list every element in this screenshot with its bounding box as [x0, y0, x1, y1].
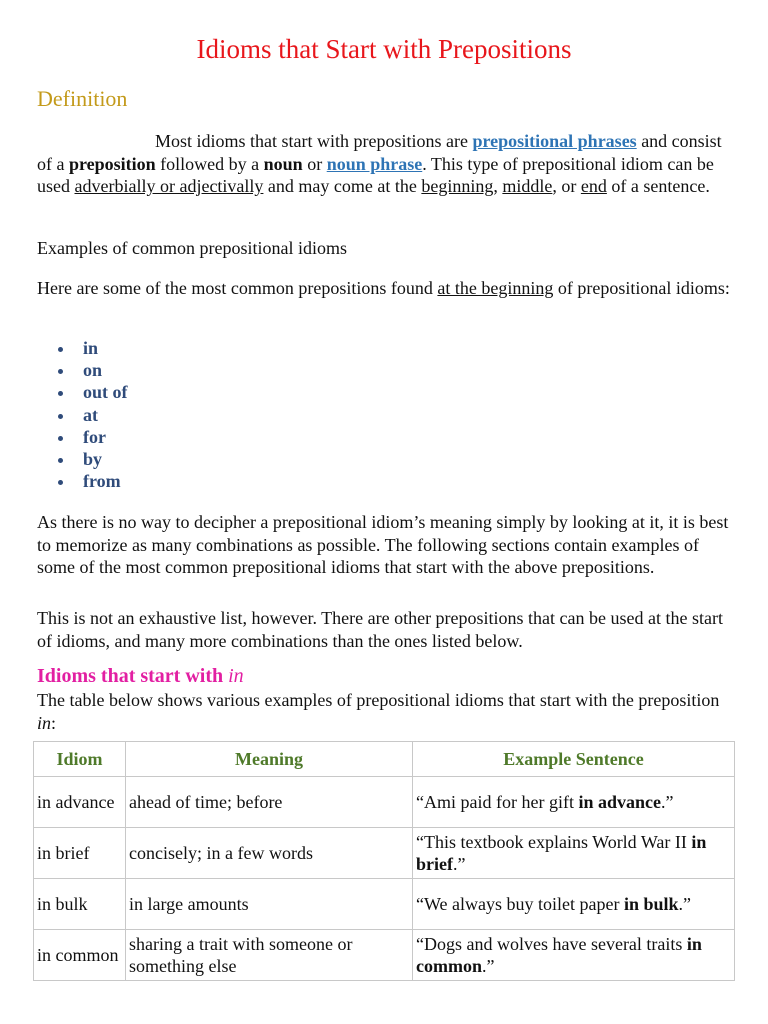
text: “Dogs and wolves have several traits — [416, 934, 687, 954]
underlined-text: end — [580, 176, 607, 196]
text: Most idioms that start with prepositions are — [155, 131, 473, 151]
table-row — [34, 777, 735, 828]
table-intro-paragraph — [37, 689, 737, 734]
text: of prepositional idioms: — [553, 278, 730, 298]
column-header-idiom: Idiom — [34, 742, 126, 777]
text: of a sentence. — [606, 176, 710, 196]
list-item — [55, 359, 128, 381]
table-header-row — [34, 742, 735, 777]
prepositional-phrases-link[interactable]: prepositional phrases — [472, 131, 637, 151]
list-item — [55, 426, 128, 448]
list-item — [55, 381, 128, 403]
underlined-text: beginning — [421, 176, 494, 196]
list-item-label: out of — [83, 382, 128, 403]
text: followed by a — [155, 153, 264, 174]
list-item — [55, 404, 128, 426]
column-header-meaning: Meaning — [126, 742, 413, 777]
underlined-text: adverbially or adjectivally — [74, 176, 264, 196]
bold-noun: noun — [263, 153, 303, 174]
text: , or — [552, 176, 581, 196]
definition-paragraph — [37, 130, 737, 198]
bullet-icon — [58, 458, 63, 463]
underlined-text: middle — [502, 176, 553, 196]
examples-paragraph: Examples of common prepositional idioms — [37, 238, 347, 258]
text: : — [51, 712, 57, 733]
example-cell — [413, 777, 735, 828]
list-item — [55, 337, 128, 359]
italic-text: in — [37, 712, 52, 733]
meaning-cell: sharing a trait with someone or something else — [126, 930, 413, 981]
text: .” — [660, 792, 674, 812]
list-item-label: in — [83, 338, 99, 358]
text: Idioms that start with — [37, 665, 229, 687]
table-row — [34, 930, 735, 981]
bold-idiom: in bulk — [623, 894, 679, 914]
column-header-example: Example Sentence — [413, 742, 735, 777]
noun-phrase-link[interactable]: noun phrase — [326, 153, 423, 174]
text: “Ami paid for her gift — [416, 792, 579, 812]
common-prepositions-paragraph — [37, 277, 737, 300]
list-item-label: by — [83, 449, 103, 470]
table-row — [34, 879, 735, 930]
definition-heading: Definition — [37, 86, 128, 111]
italic-text: in — [228, 665, 244, 687]
list-item — [55, 448, 128, 470]
bullet-icon — [58, 414, 63, 419]
text: . This type of prepositional idiom can be used — [37, 153, 714, 196]
list-item — [55, 470, 128, 492]
text: The table below shows various examples of prepositional idioms that start with the preposition — [37, 690, 720, 710]
list-item-label: at — [83, 404, 98, 425]
bullet-icon — [58, 436, 63, 441]
list-item-label: on — [83, 360, 103, 381]
text: “This textbook explains World War II — [416, 832, 692, 852]
text: , — [493, 176, 503, 196]
text: and consist of a — [37, 131, 722, 174]
table-row — [34, 828, 735, 879]
bullet-icon — [58, 369, 63, 374]
idiom-cell: in common — [34, 930, 126, 981]
example-cell — [413, 879, 735, 930]
idiom-cell: in bulk — [34, 879, 126, 930]
idioms-table — [33, 741, 735, 981]
section-heading-in — [37, 665, 244, 688]
text: .” — [678, 894, 692, 914]
text: and may come at the — [263, 176, 422, 196]
bold-idiom: in brief — [416, 832, 707, 874]
bullet-icon — [58, 347, 63, 352]
bold-idiom: in common — [416, 934, 702, 976]
list-item-label: from — [83, 471, 121, 492]
memorize-paragraph: As there is no way to decipher a prepositional idiom’s meaning simply by looking at it, it is best to memorize as many combinations as possible. The following sections contain examples of some of the most common prepositional idioms that start with the above prepositions. — [37, 512, 729, 577]
underlined-text: at the beginning — [437, 278, 554, 298]
meaning-cell: concisely; in a few words — [126, 828, 413, 879]
list-item-label: for — [83, 426, 106, 447]
bold-idiom: in advance — [578, 792, 661, 812]
idiom-cell: in brief — [34, 828, 126, 879]
meaning-cell: ahead of time; before — [126, 777, 413, 828]
bullet-icon — [58, 480, 63, 485]
bullet-icon — [58, 391, 63, 396]
bold-preposition: preposition — [68, 153, 156, 174]
example-cell — [413, 828, 735, 879]
text: “We always buy toilet paper — [416, 894, 624, 914]
exhaustive-list-paragraph: This is not an exhaustive list, however. There are other prepositions that can be used at the start of idioms, and many more combinations than the ones listed below. — [37, 608, 723, 651]
idiom-cell: in advance — [34, 777, 126, 828]
meaning-cell: in large amounts — [126, 879, 413, 930]
page-title: Idioms that Start with Prepositions — [196, 34, 572, 64]
text: .” — [482, 956, 495, 976]
example-cell — [413, 930, 735, 981]
prepositions-list — [55, 337, 128, 492]
text: or — [302, 153, 327, 174]
text: Here are some of the most common prepositions found — [37, 278, 438, 298]
text: .” — [452, 854, 466, 874]
